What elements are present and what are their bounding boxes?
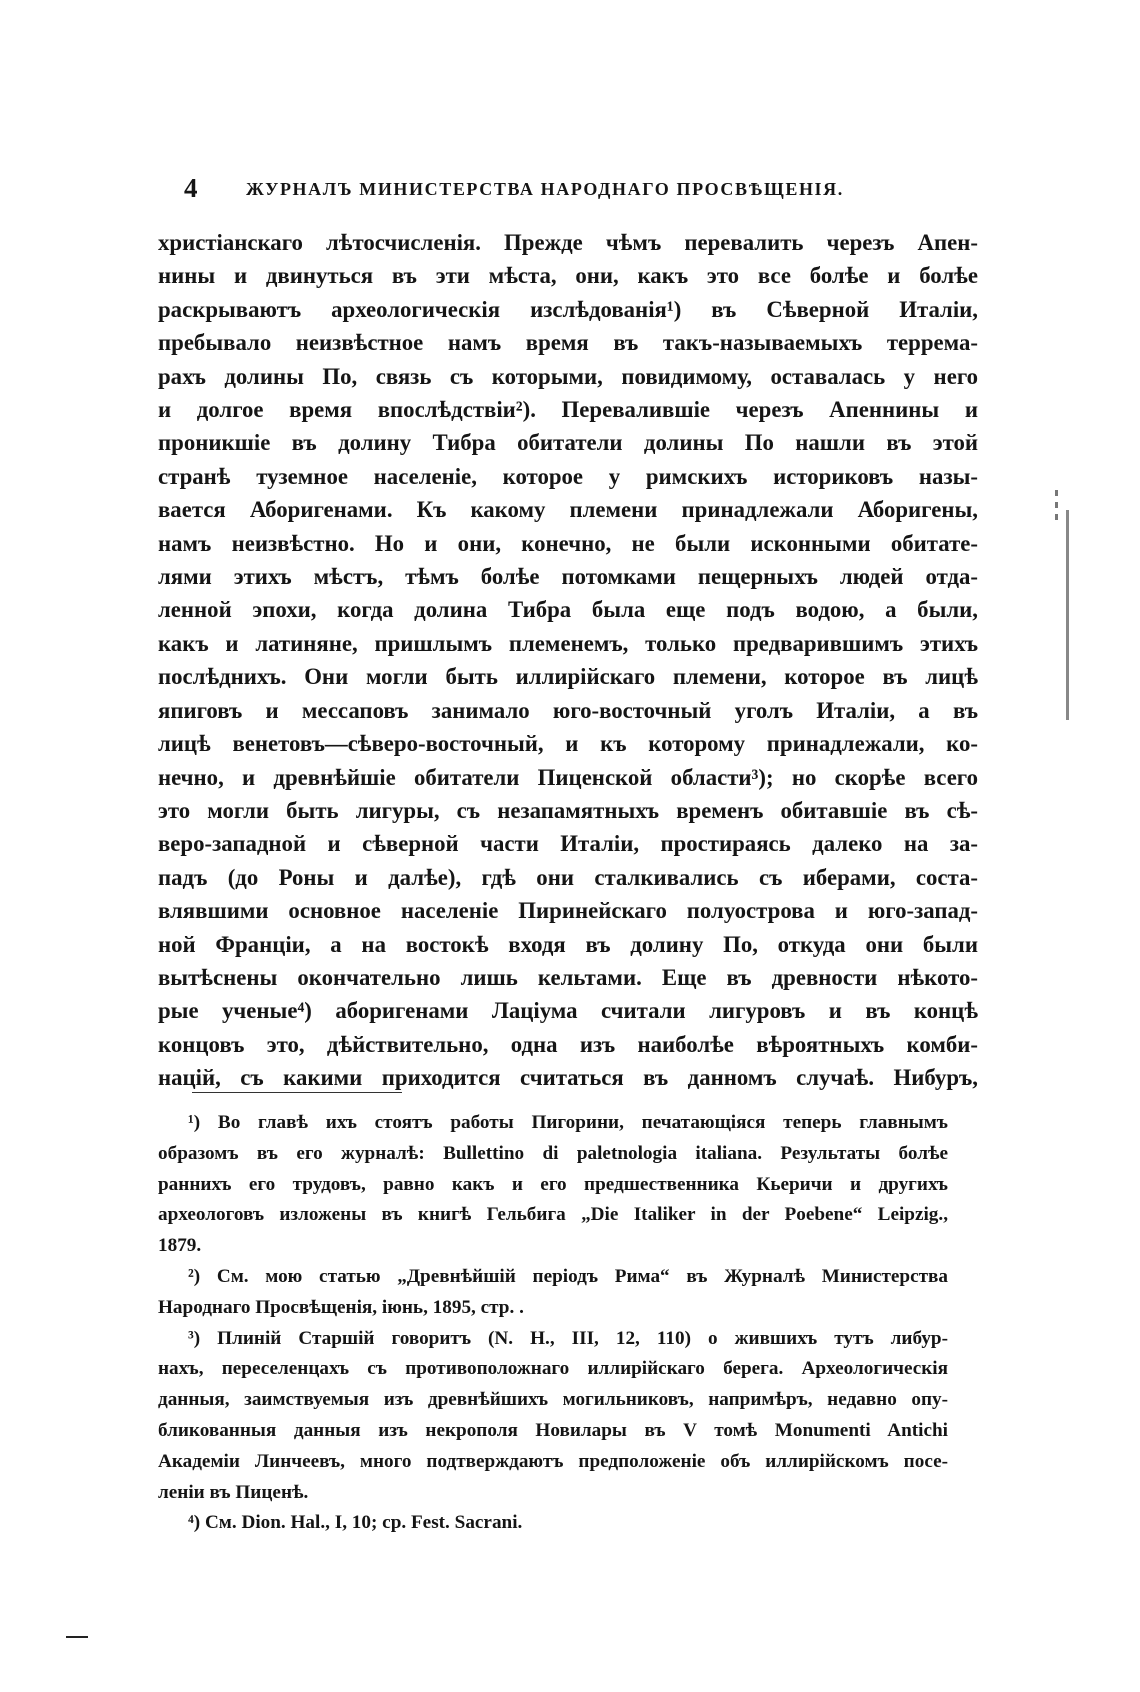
text-line: ной Франціи, а на востокѣ входя въ долину По, откуда они были [158, 931, 978, 957]
text-line: падъ (до Роны и далѣе), гдѣ они сталкивались съ иберами, соста- [158, 864, 978, 890]
margin-scan-mark [1066, 510, 1069, 720]
text-line: влявшими основное населеніе Пиринейскаго полуострова и юго-запад- [158, 898, 978, 924]
text-line: ленной эпохи, когда долина Тибра была еще подъ водою, а были, [158, 597, 978, 623]
running-head: ЖУРНАЛЪ МИНИСТЕРСТВА НАРОДНАГО ПРОСВѢЩЕНІЯ. [246, 179, 844, 199]
footnote-1 [158, 1108, 948, 1262]
page-header [184, 172, 954, 212]
text-line: вается Аборигенами. Къ какому племени принадлежали Аборигены, [158, 497, 978, 523]
text-line: вытѣснены окончательно лишь кельтами. Еще въ древности нѣкото- [158, 964, 978, 990]
text-line: рые ученые⁴) аборигенами Лаціума считали лигуровъ и въ концѣ [158, 998, 978, 1024]
footnote-line: данныя, заимствуемыя изъ древнѣйшихъ могильниковъ, напримѣръ, недавно опу- [158, 1389, 948, 1411]
text-line: проникшіе въ долину Тибра обитатели долины По нашли въ этой [158, 430, 978, 456]
footnote-line: ²) См. мою статью „Древнѣйшій періодъ Рима“ въ Журналѣ Министерства [188, 1265, 948, 1287]
footnotes [158, 1108, 948, 1539]
footnote-line: ⁴) См. Dion. Hal., I, 10; ср. Fest. Sacrani. [188, 1512, 523, 1534]
footnote-line: Народнаго Просвѣщенія, іюнь, 1895, стр. . [158, 1296, 524, 1318]
footnote-line: бликованныя данныя изъ некрополя Новилары въ V томѣ Monumenti Antichi [158, 1419, 948, 1441]
text-line: націй, съ какими приходится считаться въ данномъ случаѣ. Нибуръ, [158, 1065, 978, 1091]
footnote-line: ¹) Во главѣ ихъ стоятъ работы Пигорини, печатающіяся теперь главнымъ [188, 1112, 948, 1133]
text-line: рахъ долины По, связь съ которыми, повидимому, оставалась у него [158, 363, 978, 389]
text-line: нечно, и древнѣйшіе обитатели Пиценской области³); но скорѣе всего [158, 764, 978, 790]
page-number: 4 [184, 173, 198, 203]
scan-corner-mark [66, 1636, 88, 1638]
footnote-4 [158, 1508, 948, 1539]
footnote-separator [192, 1092, 402, 1093]
text-line: лицѣ венетовъ—сѣверо-восточный, и къ которому принадлежали, ко- [158, 731, 978, 757]
footnote-3 [158, 1324, 948, 1509]
text-line: раскрываютъ археологическія изслѣдованія¹) въ Сѣверной Италіи, [158, 296, 978, 322]
text-line: послѣднихъ. Они могли быть иллирійскаго племени, которое въ лицѣ [158, 664, 978, 690]
footnote-line: образомъ въ его журналѣ: Bullettino di paletnologia italiana. Результаты болѣе [158, 1142, 948, 1164]
footnote-line: ³) Плиній Старшій говоритъ (N. H., III, 12, 110) о жившихъ тутъ либур- [188, 1327, 948, 1349]
text-line: лями этихъ мѣстъ, тѣмъ болѣе потомками пещерныхъ людей отда- [158, 564, 978, 590]
footnote-2 [158, 1262, 948, 1324]
text-line: намъ неизвѣстно. Но и они, конечно, не были исконными обитате- [158, 530, 978, 556]
text-line: веро-западной и сѣверной части Италіи, простираясь далеко на за- [158, 831, 978, 857]
text-line: япиговъ и мессаповъ занимало юго-восточный уголъ Италіи, а въ [158, 697, 978, 723]
footnote-line: леніи въ Пиценѣ. [158, 1481, 309, 1503]
footnote-line: нахъ, переселенцахъ съ противоположнаго иллирійскаго берега. Археологическія [158, 1358, 948, 1380]
text-line: концовъ это, дѣйствительно, одна изъ наиболѣе вѣроятныхъ комби- [158, 1031, 978, 1057]
text-line: странѣ туземное населеніе, которое у римскихъ историковъ назы- [158, 463, 978, 489]
footnote-line: Академіи Линчеевъ, много подтверждаютъ предположеніе объ иллирійскомъ посе- [158, 1450, 948, 1472]
footnote-line: раннихъ его трудовъ, равно какъ и его предшественника Кьеричи и другихъ [158, 1173, 948, 1195]
footnote-line: 1879. [158, 1235, 202, 1257]
text-line: и долгое время впослѣдствіи²). Перевалившіе черезъ Апеннины и [158, 397, 978, 423]
text-line: это могли быть лигуры, съ незапамятныхъ временъ обитавшіе въ сѣ- [158, 797, 978, 823]
text-line: христіанскаго лѣтосчисленія. Прежде чѣмъ перевалить черезъ Апен- [158, 230, 978, 255]
footnote-line: археологовъ изложены въ книгѣ Гельбига „Die Italiker in der Poebene“ Leipzig., [158, 1204, 948, 1226]
main-text [158, 226, 978, 1095]
text-line: нины и двинуться въ эти мѣста, они, какъ это все болѣе и болѣе [158, 263, 978, 289]
text-line: пребывало неизвѣстное намъ время въ такъ-называемыхъ террема- [158, 330, 978, 356]
text-line: какъ и латиняне, пришлымъ племенемъ, только предварившимъ этихъ [158, 630, 978, 656]
